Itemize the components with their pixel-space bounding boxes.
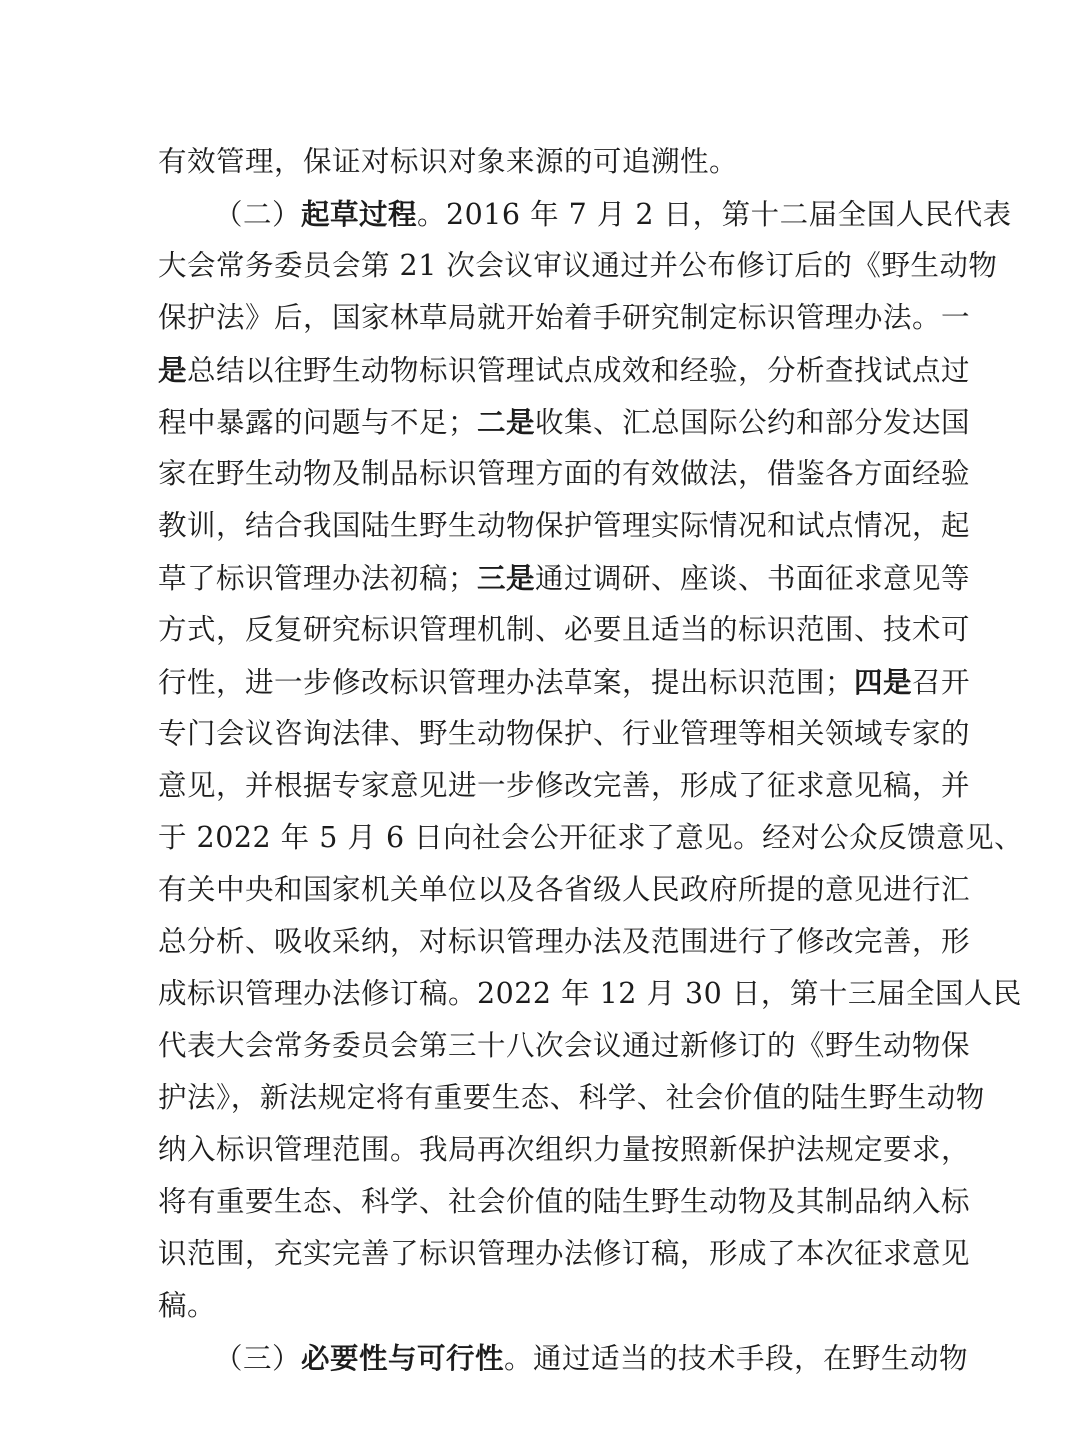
text-line-3: 大会常务委员会第 21 次会议审议通过并公布修订后的《野生动物 [158,249,998,282]
text-line-11: 行性，进一步修改标识管理办法草案，提出标识范围；四是召开 [158,665,971,699]
text-line-17: 成标识管理办法修订稿。2022 年 12 月 30 日，第十三届全国人民 [158,977,1022,1010]
text-line-1: 有效管理，保证对标识对象来源的可追溯性。 [158,145,739,178]
text-line-21: 将有重要生态、科学、社会价值的陆生野生动物及其制品纳入标 [158,1185,971,1218]
text-line-5: 是总结以往野生动物标识管理试点成效和经验，分析查找试点过 [158,353,971,387]
text-line-16: 总分析、吸收采纳，对标识管理办法及范围进行了修改完善，形 [158,925,971,958]
text-line-10: 方式，反复研究标识管理机制、必要且适当的标识范围、技术可 [158,613,971,646]
section-heading-drafting-process: 起草过程 [301,197,418,231]
text-line-7: 家在野生动物及制品标识管理方面的有效做法，借鉴各方面经验 [158,457,971,490]
text-line-4: 保护法》后，国家林草局就开始着手研究制定标识管理办法。一 [158,301,971,334]
text-line-19: 护法》，新法规定将有重要生态、科学、社会价值的陆生野生动物 [158,1081,985,1114]
text-line-23: 稿。 [158,1289,217,1322]
text-line-12: 专门会议咨询法律、野生动物保护、行业管理等相关领域专家的 [158,717,971,750]
text-line-13: 意见，并根据专家意见进一步修改完善，形成了征求意见稿，并 [158,769,971,802]
text-line-8: 教训，结合我国陆生野生动物保护管理实际情况和试点情况，起 [158,509,971,542]
text-line-15: 有关中央和国家机关单位以及各省级人民政府所提的意见进行汇 [158,873,971,906]
text-line-20: 纳入标识管理范围。我局再次组织力量按照新保护法规定要求， [158,1133,971,1166]
section-heading-necessity-feasibility: 必要性与可行性 [301,1341,505,1375]
text-line-6: 程中暴露的问题与不足；二是收集、汇总国际公约和部分发达国 [158,405,971,439]
text-line-22: 识范围，充实完善了标识管理办法修订稿，形成了本次征求意见 [158,1237,971,1270]
text-line-24: （三）必要性与可行性。通过适当的技术手段，在野生动物 [214,1341,969,1375]
text-line-9: 草了标识管理办法初稿；三是通过调研、座谈、书面征求意见等 [158,561,971,595]
text-line-2: （二）起草过程。2016 年 7 月 2 日，第十二届全国人民代表 [214,197,1012,231]
text-line-18: 代表大会常务委员会第三十八次会议通过新修订的《野生动物保 [158,1029,971,1062]
text-line-14: 于 2022 年 5 月 6 日向社会公开征求了意见。经对公众反馈意见、 [158,821,1024,854]
